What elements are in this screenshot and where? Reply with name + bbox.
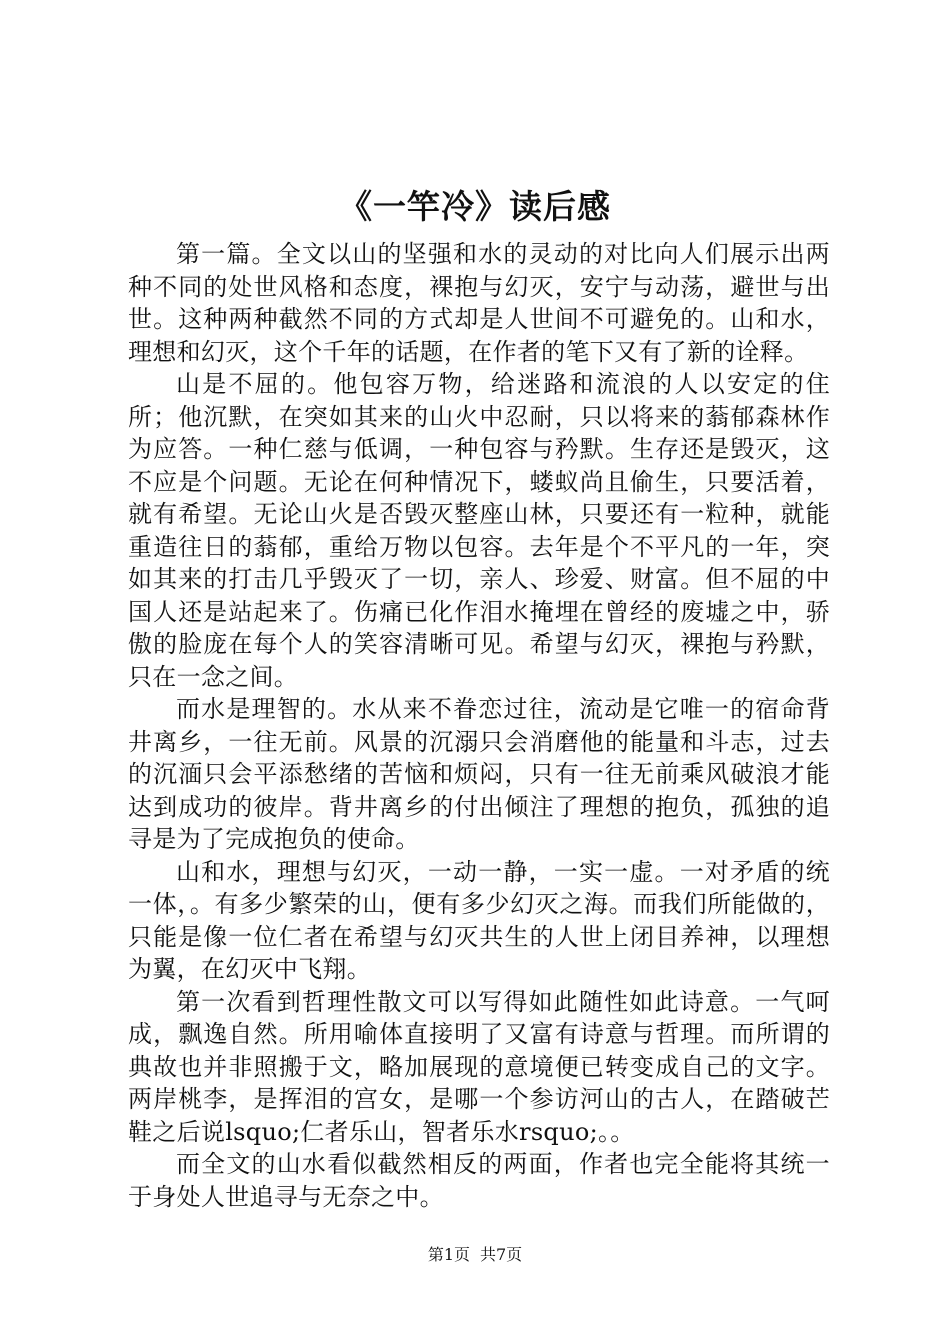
- paragraph: 第一篇。全文以山的坚强和水的灵动的对比向人们展示出两种不同的处世风格和态度，裸抱与幻灭，安宁与动荡，避世与出世。这种两种截然不同的方式却是人世间不可避免的。山和水，理想和幻灭，这个千年的话题，在作者的笔下又有了新的诠释。: [128, 240, 830, 366]
- paragraph: 山是不屈的。他包容万物，给迷路和流浪的人以安定的住所；他沉默，在突如其来的山火中忍耐，只以将来的蓊郁森林作为应答。一种仁慈与低调，一种包容与矜默。生存还是毁灭，这不应是个问题。无论在何种情况下，蝼蚁尚且偷生，只要活着，就有希望。无论山火是否毁灭整座山林，只要还有一粒种，就能重造往日的蓊郁，重给万物以包容。去年是个不平凡的一年，突如其来的打击几乎毁灭了一切，亲人、珍爱、财富。但不屈的中国人还是站起来了。伤痛已化作泪水掩埋在曾经的废墟之中，骄傲的脸庞在每个人的笑容清晰可见。希望与幻灭，裸抱与矜默，只在一念之间。: [128, 370, 830, 691]
- paragraph: 而水是理智的。水从来不眷恋过往，流动是它唯一的宿命背井离乡，一往无前。风景的沉溺只会消磨他的能量和斗志，过去的沉湎只会平添愁绪的苦恼和烦闷，只有一往无前乘风破浪才能达到成功的彼岸。背井离乡的付出倾注了理想的抱负，孤独的追寻是为了完成抱负的使命。: [128, 695, 830, 853]
- paragraph: 而全文的山水看似截然相反的两面，作者也完全能将其统一于身处人世追寻与无奈之中。: [128, 1150, 830, 1211]
- document-body: [128, 238, 830, 1213]
- paragraph: 山和水，理想与幻灭，一动一静，一实一虚。一对矛盾的统一体，。有多少繁荣的山，便有多少幻灭之海。而我们所能做的，只能是像一位仁者在希望与幻灭共生的人世上闭目养神，以理想为翼，在幻灭中飞翔。: [128, 857, 830, 983]
- paragraph: 第一次看到哲理性散文可以写得如此随性如此诗意。一气呵成，飘逸自然。所用喻体直接明了又富有诗意与哲理。而所谓的典故也并非照搬于文，略加展现的意境便已转变成自己的文字。两岸桃李，是挥泪的宫女，是哪一个参访河山的古人，在踏破芒鞋之后说lsquo;仁者乐山，智者乐水rsquo;。。: [128, 987, 830, 1146]
- page-footer: [0, 1243, 950, 1267]
- page-number: 第1页: [427, 1245, 470, 1264]
- page-total: 共7页: [480, 1245, 523, 1264]
- document-title: 《一竿冷》读后感: [339, 187, 611, 226]
